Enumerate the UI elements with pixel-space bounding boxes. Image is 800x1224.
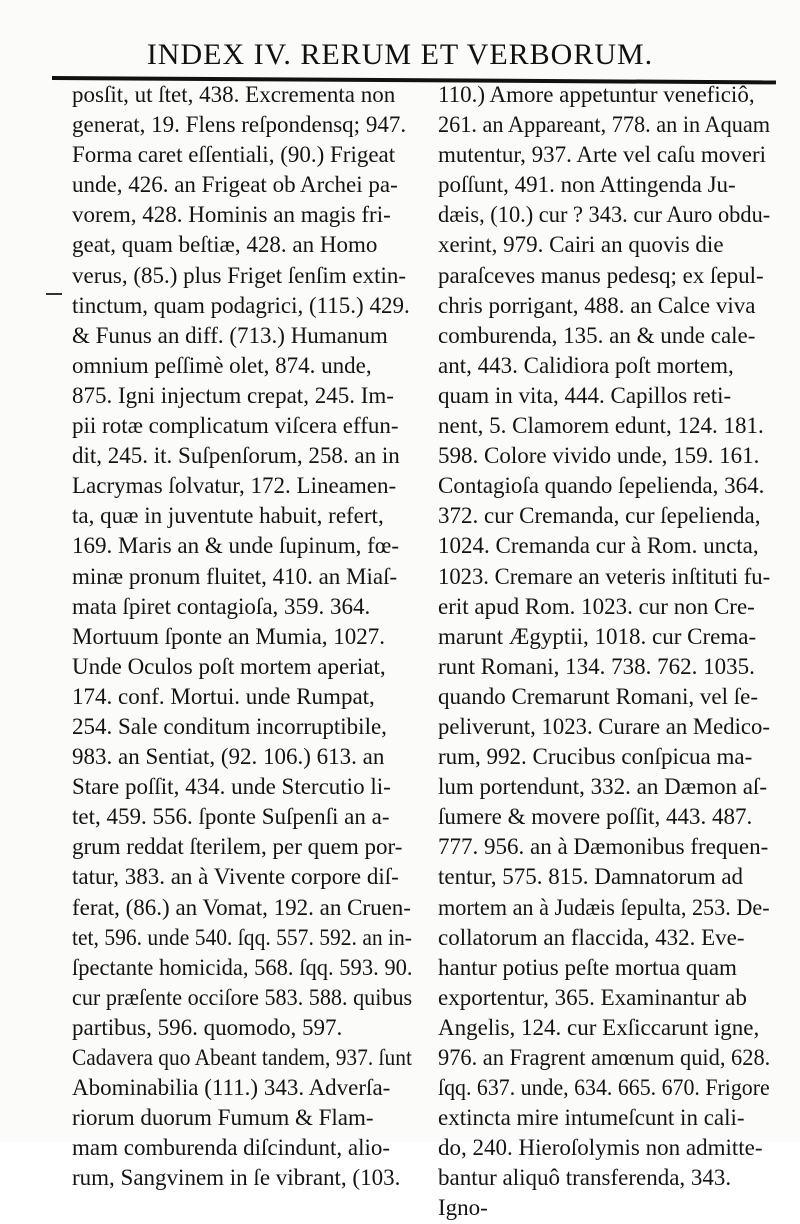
left-column-line: rum, Sangvinem in ſe vibrant, (103.: [72, 1165, 401, 1191]
left-column-line: generat, 19. Flens reſpondensq; 947.: [72, 112, 407, 138]
left-column-line: ta, quæ in juventute habuit, refert,: [72, 503, 384, 529]
left-column: [72, 80, 412, 1193]
left-column-line: tet, 596. unde 540. ſqq. 557. 592. an in-: [72, 924, 412, 950]
right-column-line: ſqq. 637. unde, 634. 665. 670. Frigore: [438, 1075, 770, 1101]
left-column-line: 254. Sale conditum incorruptibile,: [72, 713, 387, 739]
right-column-line: marunt Ægyptii, 1018. cur Crema-: [438, 623, 757, 649]
right-column-line: lum portendunt, 332. an Dæmon aſ-: [438, 774, 767, 800]
left-column-line: unde, 426. an Frigeat ob Archei pa-: [72, 172, 398, 198]
left-column-line: verus, (85.) plus Friget ſenſim extin-: [72, 262, 407, 288]
right-column-line: runt Romani, 134. 738. 762. 1035.: [438, 653, 755, 679]
right-column-line: quando Cremarunt Romani, vel ſe-: [438, 683, 759, 709]
left-column-line: 169. Maris an & unde ſupinum, fœ-: [72, 533, 400, 559]
right-column-line: rum, 992. Crucibus conſpicua ma-: [438, 744, 753, 770]
left-column-line: mata ſpiret contagioſa, 359. 364.: [72, 593, 371, 619]
right-column-line: Angelis, 124. cur Exſiccarunt igne,: [438, 1014, 760, 1040]
left-column-line: Abominabilia (111.) 343. Adverſa-: [72, 1075, 391, 1101]
left-column-line: Forma caret eſſentiali, (90.) Frigeat: [72, 142, 396, 168]
right-column-line: do, 240. Hieroſolymis non admitte-: [438, 1135, 763, 1161]
left-column-line: 983. an Sentiat, (92. 106.) 613. an: [72, 744, 385, 770]
left-column-line: cur præſente occiſore 583. 588. quibus: [72, 984, 413, 1010]
right-column-line: 1024. Cremanda cur à Rom. uncta,: [438, 533, 759, 559]
left-column-line: Lacrymas ſolvatur, 172. Lineamen-: [72, 473, 397, 499]
left-column-line: Stare poſſit, 434. unde Stercutio li-: [72, 774, 391, 800]
right-column-line: comburenda, 135. an & unde cale-: [438, 322, 756, 348]
right-column-line: 598. Colore vivido unde, 159. 161.: [438, 443, 760, 469]
left-column-line: riorum duorum Fumum & Flam-: [72, 1105, 374, 1131]
right-column-line: 261. an Appareant, 778. an in Aquam: [438, 112, 771, 138]
left-column-line: omnium peſſimè olet, 874. unde,: [72, 352, 372, 378]
left-column-line: tinctum, quam podagrici, (115.) 429.: [72, 292, 410, 318]
left-column-line: Unde Oculos poſt mortem aperiat,: [72, 653, 386, 679]
page-header: INDEX IV. RERUM ET VERBORUM.: [146, 38, 654, 71]
left-column-line: ferat, (86.) an Vomat, 192. an Cruen-: [72, 894, 411, 920]
right-column-line: dæis, (10.) cur ? 343. cur Auro obdu-: [438, 202, 771, 228]
right-column-line: Igno-: [438, 1195, 488, 1221]
right-column: [438, 80, 770, 1224]
left-column-line: & Funus an diff. (713.) Humanum: [72, 322, 388, 348]
right-column-line: quam in vita, 444. Capillos reti-: [438, 382, 732, 408]
right-column-line: bantur aliquô transferenda, 343.: [438, 1165, 732, 1191]
right-column-line: peliverunt, 1023. Curare an Medico-: [438, 713, 770, 739]
left-column-line: posſit, ut ſtet, 438. Excrementa non: [72, 82, 396, 107]
right-column-line: poſſunt, 491. non Attingenda Ju-: [438, 172, 736, 198]
left-column-line: tatur, 383. an à Vivente corpore diſ-: [72, 864, 399, 890]
left-column-line: Cadavera quo Abeant tandem, 937. ſunt: [72, 1045, 412, 1070]
right-column-line: mortem an à Judæis ſepulta, 253. De-: [438, 894, 770, 920]
right-column-line: 976. an Fragrent amœnum quid, 628.: [438, 1045, 771, 1070]
left-column-line: mam comburenda diſcindunt, alio-: [72, 1135, 391, 1161]
left-column-line: ſpectante homicida, 568. ſqq. 593. 90.: [72, 954, 413, 980]
right-column-line: paraſceves manus pedesq; ex ſepul-: [438, 262, 764, 288]
right-column-line: ant, 443. Calidiora poſt mortem,: [438, 352, 734, 378]
left-column-line: 174. conf. Mortui. unde Rumpat,: [72, 683, 375, 709]
right-column-line: 1023. Cremare an veteris inſtituti fu-: [438, 563, 771, 589]
left-column-line: vorem, 428. Hominis an magis fri-: [72, 202, 391, 228]
left-column-line: dit, 245. it. Suſpenſorum, 258. an in: [72, 443, 400, 469]
right-column-line: chris porrigant, 488. an Calce viva: [438, 292, 756, 318]
left-column-line: pii rotæ complicatum viſcera effun-: [72, 413, 399, 439]
right-column-line: hantur potius peſte mortua quam: [438, 954, 737, 980]
right-column-line: Contagioſa quando ſepelienda, 364.: [438, 473, 765, 499]
right-column-line: exportentur, 365. Examinantur ab: [438, 984, 747, 1010]
left-column-line: 875. Igni injectum crepat, 245. Im-: [72, 382, 394, 408]
right-column-line: 372. cur Cremanda, cur ſepelienda,: [438, 503, 761, 529]
right-column-line: mutentur, 937. Arte vel caſu moveri: [438, 142, 767, 168]
right-column-line: nent, 5. Clamorem edunt, 124. 181.: [438, 413, 764, 439]
margin-mark: [46, 293, 62, 295]
right-column-line: 777. 956. an à Dæmonibus frequen-: [438, 834, 769, 860]
right-column-line: 110.) Amore appetuntur veneficiô,: [438, 82, 755, 107]
left-column-line: tet, 459. 556. ſponte Suſpenſi an a-: [72, 804, 390, 830]
right-column-line: xerint, 979. Cairi an quovis die: [438, 232, 724, 258]
left-column-line: Mortuum ſponte an Mumia, 1027.: [72, 623, 386, 649]
left-column-line: geat, quam beſtiæ, 428. an Homo: [72, 232, 378, 258]
right-column-line: extincta mire intumeſcunt in cali-: [438, 1105, 745, 1131]
right-column-line: erit apud Rom. 1023. cur non Cre-: [438, 593, 755, 619]
right-column-line: tentur, 575. 815. Damnatorum ad: [438, 864, 744, 890]
left-column-line: grum reddat ſterilem, per quem por-: [72, 834, 403, 860]
left-column-line: partibus, 596. quomodo, 597.: [72, 1014, 343, 1040]
left-column-line: minæ pronum fluitet, 410. an Miaſ-: [72, 563, 398, 589]
right-column-line: ſumere & movere poſſit, 443. 487.: [438, 804, 753, 830]
right-column-line: collatorum an flaccida, 432. Eve-: [438, 924, 745, 950]
